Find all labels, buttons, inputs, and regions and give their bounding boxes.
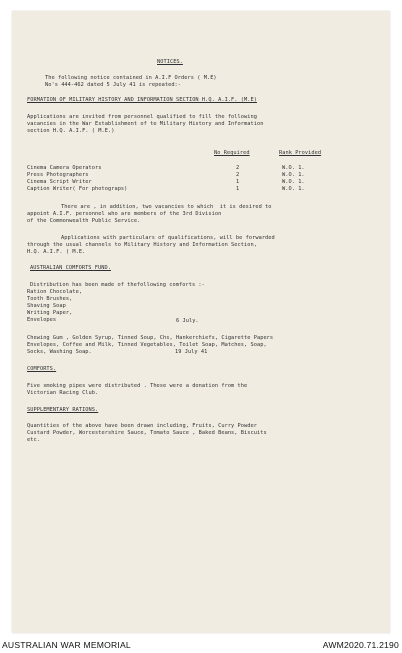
table-row-role: Cinema Camera Operators bbox=[27, 165, 102, 171]
section-title-military-history: FORMATION OF MILITARY HISTORY AND INFORMATION SECTION H.Q. A.I.F. (M.E) bbox=[27, 97, 257, 103]
para2-line-1: There are , in addition, two vacancies to which it is desired to bbox=[61, 204, 272, 210]
footer-accession-number: AWM2020.71.2190 bbox=[322, 640, 399, 650]
section-title-comforts-fund: AUSTRALIAN COMFORTS FUND. bbox=[30, 265, 111, 271]
comforts-pipes-line-2: Victorian Racing Club. bbox=[27, 390, 99, 396]
rations-line-2: Custard Powder, Worcestershire Sauce, Tomato Sauce , Baked Beans, Biscuits bbox=[27, 430, 267, 436]
comforts-line: Shaving Soap bbox=[27, 303, 66, 309]
table-header-rank-provided: Rank Provided bbox=[279, 150, 322, 156]
table-header-no-required: No Required bbox=[214, 150, 250, 156]
para2-line-3: of the Commonwealth Public Service. bbox=[27, 218, 141, 224]
intro-line-1: The following notice contained in A.I.F Orders ( M.E) bbox=[45, 75, 217, 81]
section1-line-3: section H.Q. A.I.F. ( M.E.) bbox=[27, 128, 115, 134]
table-row-rank: W.O. 1. bbox=[282, 172, 305, 178]
table-row-no: 1 bbox=[236, 186, 240, 192]
footer-institution: AUSTRALIAN WAR MEMORIAL bbox=[2, 640, 131, 650]
document-page bbox=[12, 11, 390, 633]
table-row-rank: W.O. 1. bbox=[282, 186, 305, 192]
comforts-line: Envelopes bbox=[27, 317, 57, 323]
section1-line-1: Applications are invited from personnel qualified to fill the following bbox=[27, 114, 257, 120]
rations-line-3: etc. bbox=[27, 437, 40, 443]
comforts-line-b: Socks, Washing Soap. bbox=[27, 349, 92, 355]
document-text bbox=[12, 11, 390, 633]
comforts-pipes-line-1: Five smoking pipes were distributed . These were a donation from the bbox=[27, 383, 248, 389]
para3-line-2: through the usual channels to Military History and Information Section, bbox=[27, 242, 257, 248]
section-title-supplementary-rations: SUPPLEMENTARY RATIONS. bbox=[27, 407, 99, 413]
intro-line-2: No's 444-462 dated 5 July 41 is repeated:- bbox=[45, 82, 182, 88]
table-row-role: Cinema Script Writer bbox=[27, 179, 92, 185]
table-row-role: Caption Writer( For photograps) bbox=[27, 186, 128, 192]
table-row-no: 2 bbox=[236, 172, 240, 178]
comforts-line: Ration Chocolate, bbox=[27, 289, 83, 295]
section-title-comforts: COMFORTS. bbox=[27, 366, 57, 372]
rations-line-1: Quantities of the above have been drawn including, Fruits, Curry Powder bbox=[27, 423, 257, 429]
comforts-line: Distribution has been made of thefollowing comforts :- bbox=[30, 282, 205, 288]
comforts-line-b: Envelopes, Coffee and Milk, Tinned Vegetables, Toilet Soap, Matches, Soap, bbox=[27, 342, 267, 348]
comforts-line: Writing Paper, bbox=[27, 310, 73, 316]
para3-line-3: H.Q. A.I.F. ( M.E. bbox=[27, 249, 86, 255]
table-row-no: 1 bbox=[236, 179, 240, 185]
comforts-line: Tooth Brushes, bbox=[27, 296, 73, 302]
comforts-date-1: 6 July. bbox=[176, 318, 199, 324]
table-row-rank: W.O. 1. bbox=[282, 179, 305, 185]
comforts-date-2: 19 July 41 bbox=[175, 349, 208, 355]
notice-heading: NOTICES. bbox=[157, 59, 183, 65]
para2-line-2: appoint A.I.F. personnel who are members of the 3rd Division bbox=[27, 211, 222, 217]
para3-line-1: Applications with particulars of qualifications, will be forwarded bbox=[61, 235, 275, 241]
table-row-rank: W.O. 1. bbox=[282, 165, 305, 171]
comforts-line-b: Chewing Gum , Golden Syrup, Tinned Soup, Chs, Hankerchiefs, Cigarette Papers bbox=[27, 335, 274, 341]
table-row-role: Press Photographers bbox=[27, 172, 89, 178]
section1-line-2: vacancies in the War Establishment of te Military History and Information bbox=[27, 121, 264, 127]
table-row-no: 2 bbox=[236, 165, 240, 171]
